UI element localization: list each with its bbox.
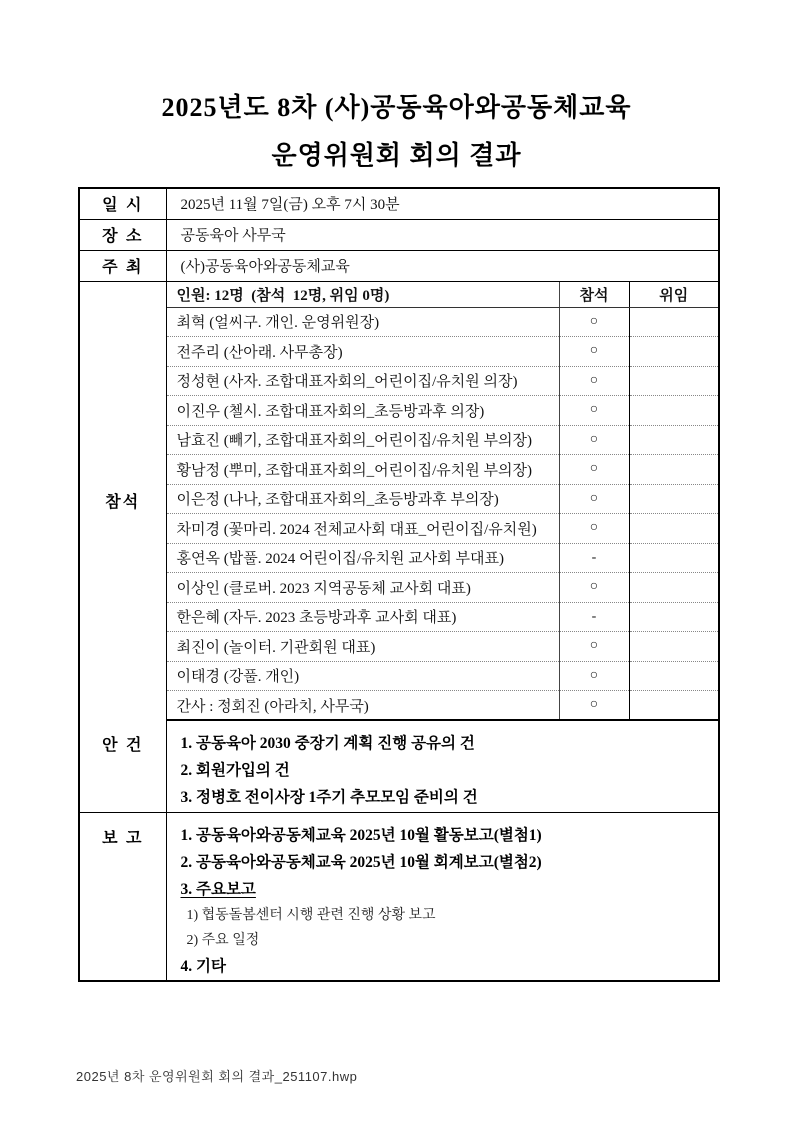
attendance-header-row [79, 281, 719, 307]
proxy-mark [629, 514, 719, 544]
attendee-name: 최진이 (놀이터. 기관회원 대표) [166, 632, 559, 662]
title-line-1: 2025년도 8차 (사)공동육아와공동체교육 [161, 93, 632, 122]
place-value: 공동육아 사무국 [166, 219, 719, 250]
proxy-mark [629, 396, 719, 426]
proxy-col-header: 위임 [629, 281, 719, 307]
host-label: 주 최 [79, 250, 166, 281]
report-content [166, 812, 719, 981]
proxy-mark [629, 484, 719, 514]
title-line-2: 운영위원회 회의 결과 [271, 141, 522, 170]
attend-mark: ○ [559, 691, 629, 721]
attendee-name: 이은정 (나나, 조합대표자회의_초등방과후 부의장) [166, 484, 559, 514]
datetime-label: 일 시 [79, 188, 166, 219]
attendee-row [79, 396, 719, 426]
attend-mark: ○ [559, 573, 629, 603]
attend-mark: - [559, 602, 629, 632]
attendee-name: 이태경 (강풀. 개인) [166, 661, 559, 691]
attendee-row [79, 337, 719, 367]
host-value: (사)공동육아와공동체교육 [166, 250, 719, 281]
proxy-mark [629, 543, 719, 573]
attendee-name: 이상인 (클로버. 2023 지역공동체 교사회 대표) [166, 573, 559, 603]
attendee-name: 황남정 (뿌미, 조합대표자회의_어린이집/유치원 부의장) [166, 455, 559, 485]
attend-mark: ○ [559, 661, 629, 691]
attend-mark: ○ [559, 337, 629, 367]
attendee-row [79, 573, 719, 603]
attendee-name: 최혁 (얼씨구. 개인. 운영위원장) [166, 307, 559, 337]
attend-mark: ○ [559, 632, 629, 662]
proxy-mark [629, 366, 719, 396]
attendee-name: 차미경 (꽃마리. 2024 전체교사회 대표_어린이집/유치원) [166, 514, 559, 544]
row-host [79, 250, 719, 281]
attendee-row [79, 484, 719, 514]
report-item: 4. 기타 [180, 957, 226, 975]
proxy-mark [629, 455, 719, 485]
agenda-content [166, 720, 719, 812]
attendee-row [79, 602, 719, 632]
attendee-name: 홍연옥 (밥풀. 2024 어린이집/유치원 교사회 부대표) [166, 543, 559, 573]
report-section [79, 812, 719, 981]
report-item-underlined: 3. 주요보고 [180, 880, 256, 898]
agenda-section [79, 720, 719, 812]
proxy-mark [629, 307, 719, 337]
attendee-name: 한은혜 (자두. 2023 초등방과후 교사회 대표) [166, 602, 559, 632]
report-item: 2. 공동육아와공동체교육 2025년 10월 회계보고(별첨2) [180, 853, 542, 871]
report-subitem: 2) 주요 일정 [186, 932, 260, 948]
attendee-name: 이진우 (첼시. 조합대표자회의_초등방과후 의장) [166, 396, 559, 426]
attendee-row [79, 425, 719, 455]
attend-mark: ○ [559, 396, 629, 426]
attendee-name: 간사 : 정회진 (아라치, 사무국) [166, 691, 559, 721]
attendance-col-header: 참석 [559, 281, 629, 307]
attendee-row [79, 514, 719, 544]
attend-mark: ○ [559, 425, 629, 455]
attend-mark: - [559, 543, 629, 573]
document-title [0, 0, 793, 180]
report-label: 보 고 [79, 812, 166, 981]
attendee-name: 남효진 (빼기, 조합대표자회의_어린이집/유치원 부의장) [166, 425, 559, 455]
attend-mark: ○ [559, 307, 629, 337]
proxy-mark [629, 573, 719, 603]
footer-filename: 2025년 8차 운영위원회 회의 결과_251107.hwp [76, 1069, 358, 1084]
report-subitem: 1) 협동돌봄센터 시행 관련 진행 상황 보고 [186, 907, 436, 923]
attendee-row [79, 455, 719, 485]
proxy-mark [629, 337, 719, 367]
attendee-row [79, 307, 719, 337]
attendee-name: 정성현 (사자. 조합대표자회의_어린이집/유치원 의장) [166, 366, 559, 396]
attendee-row [79, 543, 719, 573]
attend-mark: ○ [559, 455, 629, 485]
proxy-mark [629, 691, 719, 721]
proxy-mark [629, 602, 719, 632]
proxy-mark [629, 632, 719, 662]
row-place [79, 219, 719, 250]
attendee-name: 전주리 (산아래. 사무총장) [166, 337, 559, 367]
proxy-mark [629, 661, 719, 691]
place-label: 장 소 [79, 219, 166, 250]
attendance-summary: 인원: 12명 (참석 12명, 위임 0명) [166, 281, 559, 307]
attendee-row [79, 366, 719, 396]
attendee-row [79, 661, 719, 691]
attend-mark: ○ [559, 514, 629, 544]
attendee-row-secretary [79, 691, 719, 721]
attend-mark: ○ [559, 484, 629, 514]
proxy-mark [629, 425, 719, 455]
agenda-item: 1. 공동육아 2030 중장기 계획 진행 공유의 건 [180, 735, 475, 752]
agenda-item: 3. 정병호 전이사장 1주기 추모모임 준비의 건 [180, 789, 478, 806]
attendance-section-label: 참석 [79, 281, 166, 720]
report-item: 1. 공동육아와공동체교육 2025년 10월 활동보고(별첨1) [180, 826, 542, 844]
row-datetime [79, 188, 719, 219]
agenda-label: 안 건 [79, 720, 166, 812]
attend-mark: ○ [559, 366, 629, 396]
attendee-row [79, 632, 719, 662]
meeting-info-table [78, 187, 720, 982]
agenda-item: 2. 회원가입의 건 [180, 762, 290, 779]
datetime-value: 2025년 11월 7일(금) 오후 7시 30분 [166, 188, 719, 219]
